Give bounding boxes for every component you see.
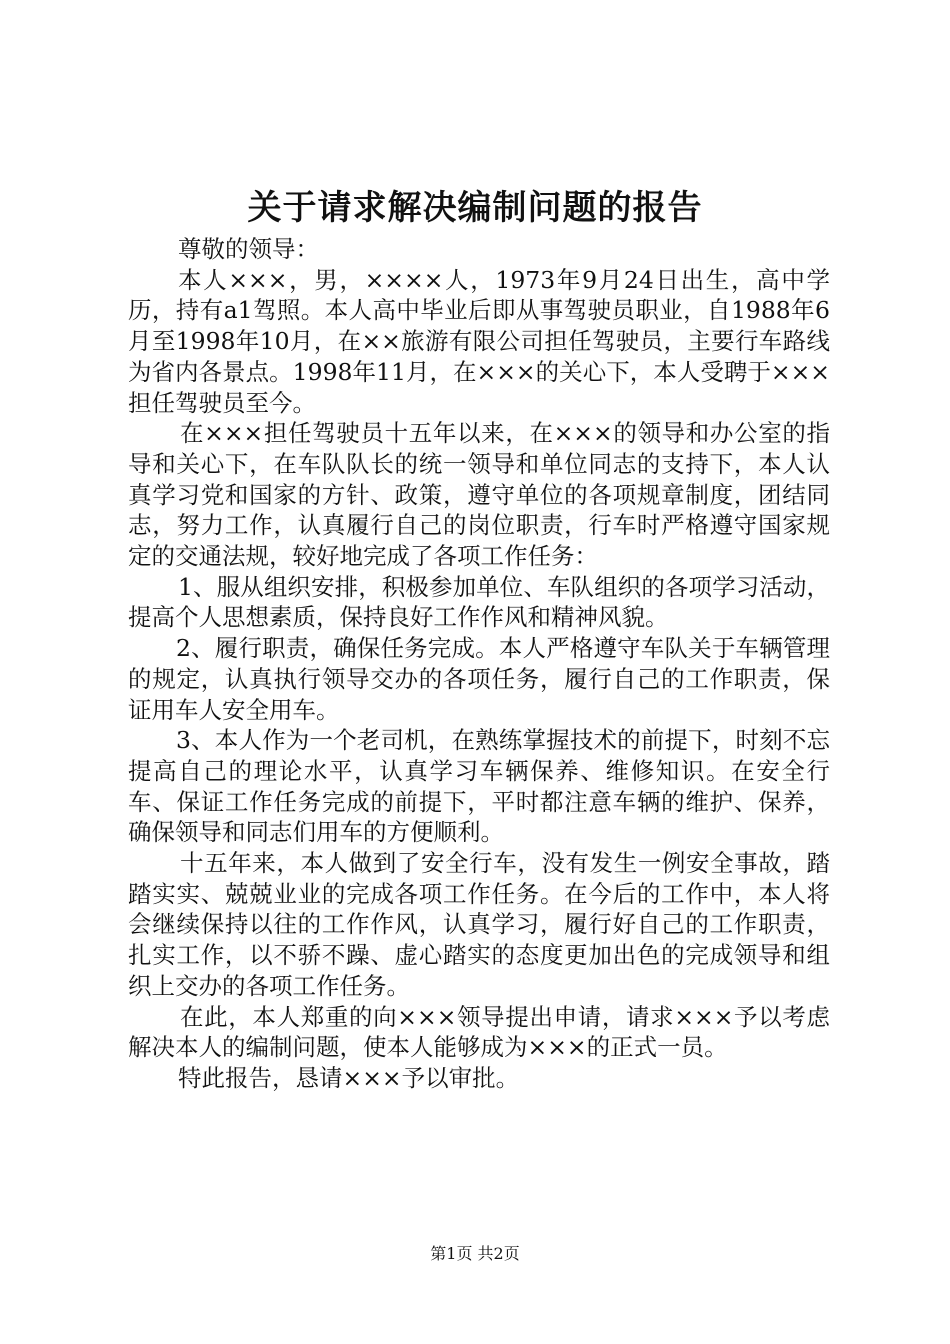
page-indicator: 第1页 共2页 xyxy=(430,1244,520,1263)
paragraph-personal-info: 本人×××，男，××××人，1973年9月24日出生，高中学历，持有a1驾照。本人高中毕业后即从事驾驶员职业，自1988年6月至1998年10月，在××旅游有限公司担任驾驶员，主要行车路线为省内各景点。1998年11月，在×××的关心下，本人受聘于×××担任驾驶员至今。 xyxy=(128,265,830,417)
paragraph-point-3: 3、本人作为一个老司机，在熟练掌握技术的前提下，时刻不忘提高自己的理论水平，认真学习车辆保养、维修知识。在安全行车、保证工作任务完成的前提下，平时都注意车辆的维护、保养，确保领导和同志们用车的方便顺利。 xyxy=(128,726,830,847)
paragraph-request: 在此，本人郑重的向×××领导提出申请，请求×××予以考虑解决本人的编制问题，使本人能够成为×××的正式一员。 xyxy=(128,1002,830,1062)
document-body xyxy=(128,234,830,1094)
paragraph-point-2: 2、履行职责，确保任务完成。本人严格遵守车队关于车辆管理的规定，认真执行领导交办的各项任务，履行自己的工作职责，保证用车人安全用车。 xyxy=(128,634,830,724)
paragraph-summary: 十五年来，本人做到了安全行车，没有发生一例安全事故，踏踏实实、兢兢业业的完成各项工作任务。在今后的工作中，本人将会继续保持以往的工作作风，认真学习，履行好自己的工作职责，扎实工作，以不骄不躁、虚心踏实的态度更加出色的完成领导和组织上交办的各项工作任务。 xyxy=(128,849,830,1000)
paragraph-closing: 特此报告，恳请×××予以审批。 xyxy=(178,1063,520,1092)
document-title: 关于请求解决编制问题的报告 xyxy=(247,188,703,228)
paragraph-work-record: 在×××担任驾驶员十五年以来，在×××的领导和办公室的指导和关心下，在车队队长的统一领导和单位同志的支持下，本人认真学习党和国家的方针、政策，遵守单位的各项规章制度，团结同志，努力工作，认真履行自己的岗位职责，行车时严格遵守国家规定的交通法规，较好地完成了各项工作任务： xyxy=(128,419,830,571)
paragraph-point-1: 1、服从组织安排，积极参加单位、车队组织的各项学习活动，提高个人思想素质，保持良好工作作风和精神风貌。 xyxy=(128,572,830,632)
greeting: 尊敬的领导： xyxy=(178,235,319,263)
